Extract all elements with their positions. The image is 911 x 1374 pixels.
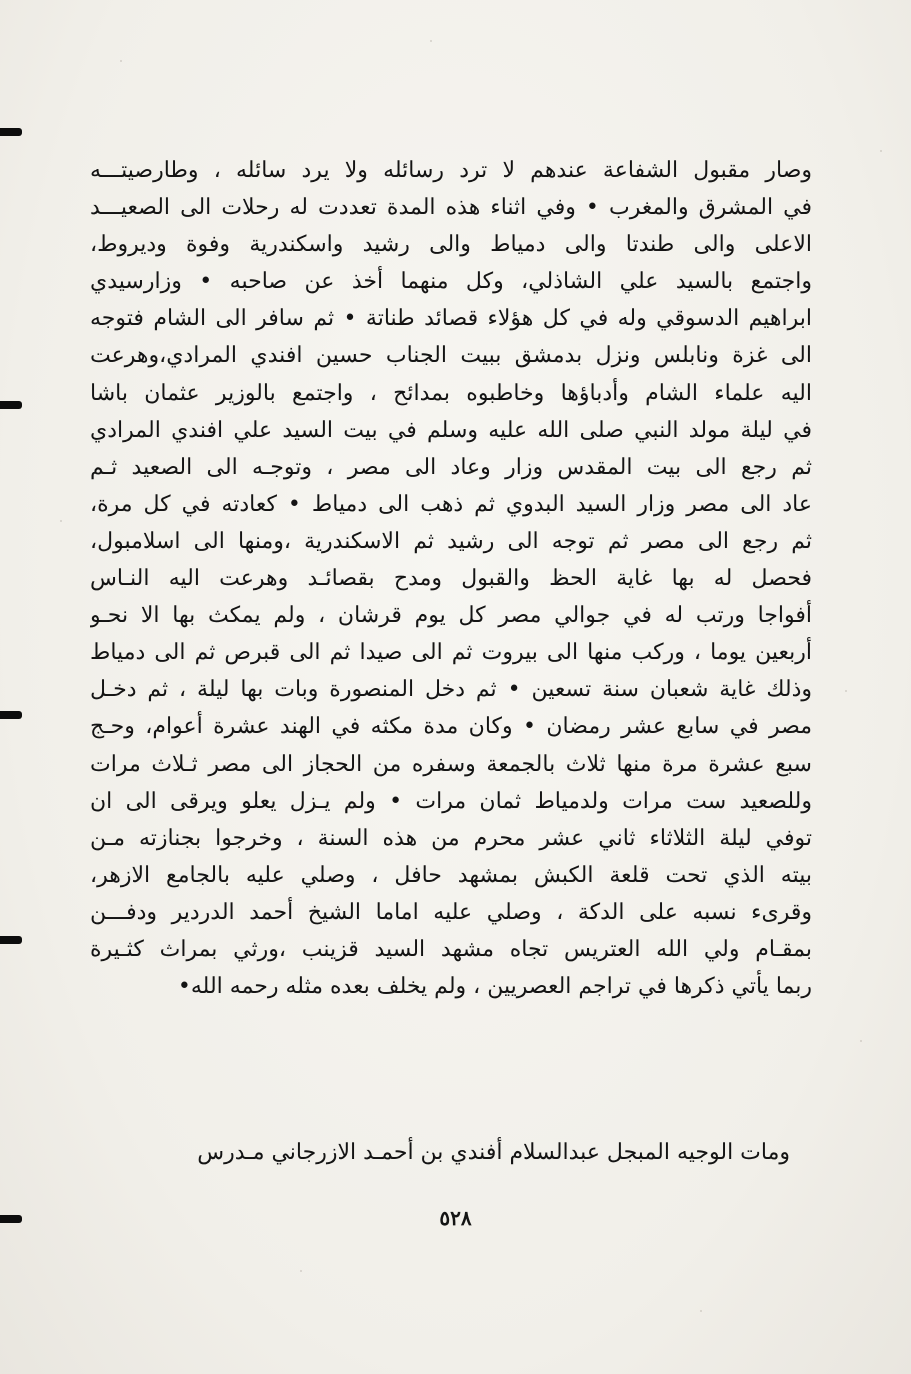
paper-speck — [60, 520, 62, 522]
text-line: اليه علماء الشام وأدباؤها وخاطبوه بمدائح ، واجتمع بالوزير عثمان باشا — [90, 380, 812, 406]
next-paragraph-line: ومات الوجيه المبجل عبدالسلام أفندي بن أحمـد الازرجاني مـدرس — [197, 1140, 790, 1165]
paper-speck — [845, 690, 847, 692]
text-line: ثم رجع الى مصر ثم توجه الى رشيد ثم الاسكندرية ،ومنها الى اسلامبول، — [90, 528, 812, 554]
text-line: وللصعيد ست مرات ولدمياط ثمان مرات • ولم يـزل يعلو ويرقى الى ان — [90, 788, 812, 814]
text-line: سبع عشرة مرة منها ثلاث بالجمعة وسفره من الحجاز الى مصر ثـلاث مرات — [90, 751, 812, 777]
text-line: ابراهيم الدسوقي وله في كل هؤلاء قصائد طناتة • ثم سافر الى الشام فتوجه — [90, 306, 812, 332]
text-line: واجتمع بالسيد علي الشاذلي، وكل منهما أخذ عن صاحبه • وزارسيدي — [90, 269, 812, 295]
text-line: في المشرق والمغرب • وفي اثناء هذه المدة تعددت له رحلات الى الصعيـــد — [90, 195, 812, 221]
text-line: الاعلى والى طندتا والى دمياط والى رشيد واسكندرية وفوة وديروط، — [90, 232, 812, 258]
paper-speck — [880, 150, 882, 152]
text-line: ربما يأتي ذكرها في تراجم العصريين ، ولم يخلف بعده مثله رحمه الله• — [177, 974, 812, 1000]
paper-speck — [860, 1040, 862, 1042]
main-paragraph — [90, 152, 812, 1005]
text-line: مصر في سابع عشر رمضان • وكان مدة مكثه في الهند عشرة أعوام، وحـج — [90, 714, 812, 740]
binding-mark — [0, 711, 22, 719]
page-number: ٥٢٨ — [439, 1206, 472, 1230]
text-line: وذلك غاية شعبان سنة تسعين • ثم دخل المنصورة وبات بها ليلة ، ثم دخـل — [90, 677, 812, 703]
text-line: وصار مقبول الشفاعة عندهم لا ترد رسائله ولا يرد سائله ، وطارصيتـــه — [90, 158, 812, 183]
binding-mark — [0, 128, 22, 136]
text-line: وقرىء نسبه على الدكة ، وصلي عليه اماما الشيخ أحمد الدردير ودفـــن — [90, 899, 812, 925]
paper-speck — [700, 1310, 702, 1312]
paper-speck — [430, 40, 432, 42]
text-line: ثم رجع الى بيت المقدس وزار وعاد الى مصر ، وتوجـه الى الصعيد ثـم — [90, 454, 812, 480]
text-line: الى غزة ونابلس ونزل بدمشق ببيت الجناب حسين افندي المرادي،وهرعت — [90, 343, 812, 369]
text-line: توفي ليلة الثلاثاء ثاني عشر محرم من هذه السنة ، وخرجوا بجنازته مـن — [90, 825, 812, 851]
paper-speck — [120, 60, 122, 62]
binding-mark — [0, 401, 22, 409]
text-line: فحصل له بها غاية الحظ والقبول ومدح بقصائـد وهرعت اليه النـاس — [90, 566, 812, 592]
text-line: عاد الى مصر وزار السيد البدوي ثم ذهب الى دمياط • كعادته في كل مرة، — [90, 491, 812, 517]
paper-speck — [300, 1270, 302, 1272]
binding-mark — [0, 936, 22, 944]
text-line: أفواجا ورتب له في جوالي مصر كل يوم قرشان ، ولم يمكث بها الا نحـو — [90, 603, 812, 629]
text-line: في ليلة مولد النبي صلى الله عليه وسلم في بيت السيد علي افندي المرادي — [90, 417, 812, 443]
text-line: بمقـام ولي الله العتريس تجاه مشهد السيد قزينب ،ورثي بمراث كثـيرة — [90, 936, 812, 962]
text-line: أربعين يوما ، وركب منها الى بيروت ثم الى صيدا ثم الى قبرص ثم الى دمياط — [90, 640, 812, 666]
text-line: بيته الذي تحت قلعة الكبش بمشهد حافل ، وصلي عليه بالجامع الازهر، — [90, 862, 812, 888]
